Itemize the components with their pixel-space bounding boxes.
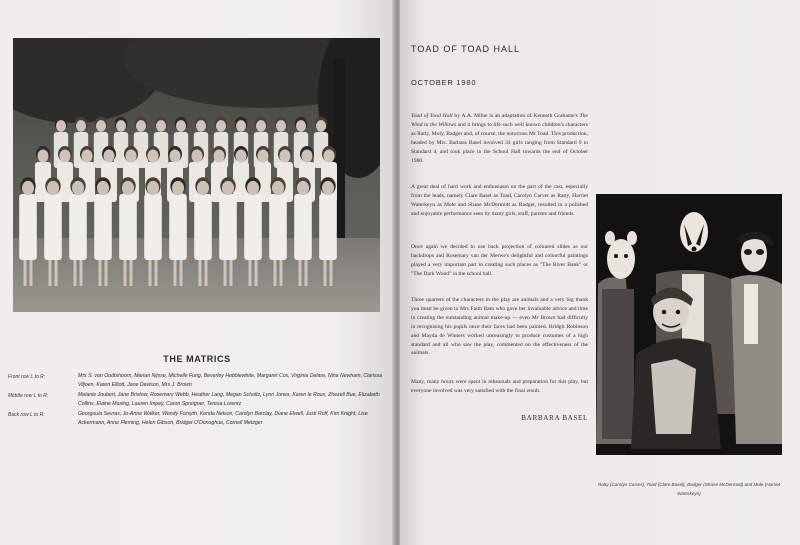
matrics-heading: THE MATRICS [163, 354, 231, 364]
play-title: Toad of Toad Hall [411, 113, 453, 119]
paragraph-1-text-a: by A.A. Milne is an adaptation of Kenneth Grahame's [452, 113, 580, 119]
back-row-label: Back row L to R: [8, 412, 45, 418]
front-row-names: Mrs S. van Oudtshoorn, Marian Nijsse, Michelle Fung, Beverley Hebblewhite, Margaret Cox, Virginia Delare, Nina Newham, Clarissa Viljoen, Karen Elliott, Jane Davison, Mrs J. Brown [78, 373, 383, 388]
article-title: TOAD OF TOAD HALL [411, 44, 521, 54]
paragraph-3: Once again we decided to use back projection of coloured slides as our backdrops and Rosemary van der Merwe's delightful and colourful paintings played a very important part in creating such places as "The River Bank" or "The Dark Wood" in the school hall. [411, 244, 588, 277]
student-figure [35, 146, 51, 202]
matrics-group-photo [13, 38, 380, 312]
cast-photo [596, 194, 782, 455]
book-title: The Wind in the Willows [411, 113, 589, 128]
paragraph-1-text-b: and it brings to life such well known children's characters as Ratty, Moly, Badger and, of course, the notorious Mr Toad. This production, headed by Mrs. Barbara Basel involved 33 girls ranging from Standard 9 to Standard 4, and took place in the School Hall towards the end of October 1980. [411, 121, 588, 164]
student-figure [114, 117, 128, 168]
article-date: OCTOBER 1980 [411, 78, 477, 87]
front-row-label: Front row L to R: [8, 374, 46, 380]
student-figure [134, 117, 148, 168]
middle-row-label: Middle row L to R: [8, 393, 49, 399]
paragraph-2: A great deal of hard work and enthusiasm on the part of the cast, especially from the leads, namely Clare Basel as Toad, Carolyn Carver as Ratty, Harriet Waterkeyn as Mole and Shane McDermott as Badger, resulted in a polished and enjoyable performance seen by many girls, staff, parents and friends. [411, 184, 588, 217]
article-author: BARBARA BASEL [521, 414, 588, 422]
middle-row-names: Melanie Joubert, Jane Bristow, Rosemary Webb, Heather Lang, Megan Scholtz, Lynn Jones, Karen le Roux, Zhezell Bue, Elizabeth Collins, Elaine Masing, Lauren Impey, Caron Spreigner, Teresa Lorentz [78, 392, 380, 407]
paragraph-1 [411, 112, 588, 165]
student-figure [255, 146, 271, 202]
left-page [0, 0, 394, 545]
student-figure [233, 146, 249, 202]
paragraph-5: Many, many hours were spent in rehearsals and preparation for this play, but everyone involved was very satisfied with the final result. [411, 379, 588, 394]
student-figure [57, 146, 73, 202]
cast-photo-caption: Ratty (Carolyn Carver), Toad (Clare Basel), Badger (Shane McDermott) and Mole (Harriet Waterkeyn) [597, 482, 781, 496]
back-row-names: Georgoula Sevras, Jo-Anne Walker, Wendy Forsyth, Kenda Nelson, Carolyn Barclay, Diane Elwell, Justi Roff, Kim Knight, Lise Ackermann, Anne Fleming, Helen Gibson, Bridget O'Donoghue, Cornell Metzger [78, 411, 368, 426]
paragraph-4: Three quarters of the characters in the play are animals and a very big thank you must be given to Mrs Faith Bam who gave her invaluable advice and time in creating the outstanding animal make-up — even Mr Brown had difficulty in recognising his pupils once their faces had been painted. Bridgit Robinson and Mayda de Winters worked unceasingly to produce costumes of a high standard and all who saw the play, commented on the effectiveness of the animals. [411, 297, 588, 357]
